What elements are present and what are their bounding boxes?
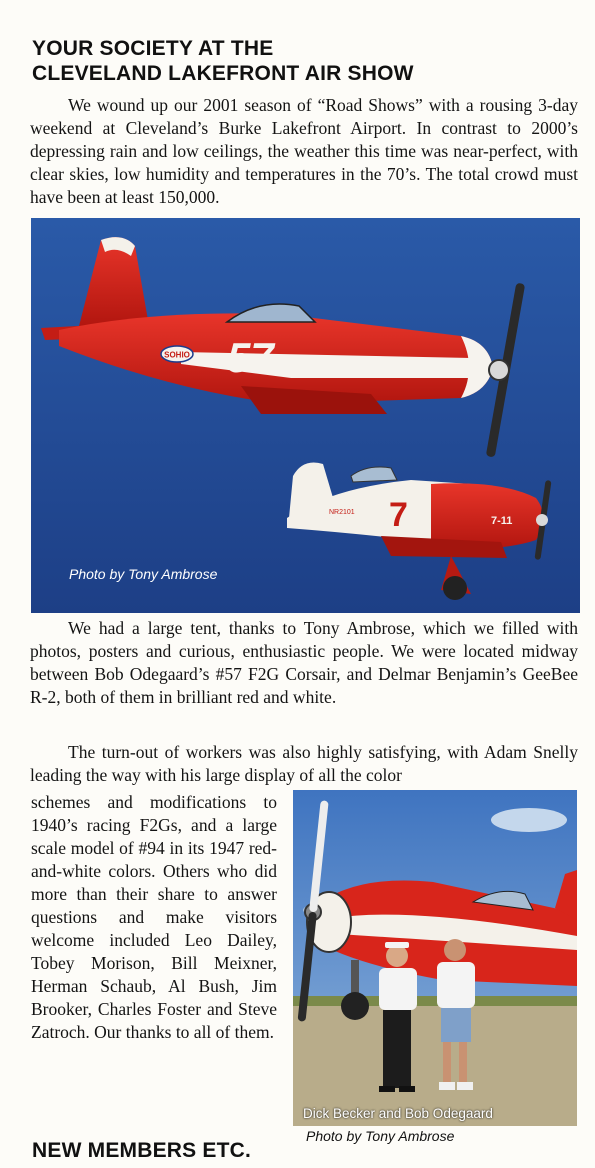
article-title: [32, 36, 572, 86]
geebee-number-7: 7: [389, 496, 408, 534]
corsair-ground-illustration: [293, 790, 577, 1126]
sohio-logo: SOHIO: [164, 350, 190, 360]
photo2-caption: Dick Becker and Bob Odegaard: [303, 1106, 493, 1121]
photo2-credit: Photo by Tony Ambrose: [306, 1128, 455, 1144]
air-racers-photo: [31, 218, 580, 613]
new-members-heading: NEW MEMBERS ETC.: [32, 1139, 252, 1162]
paragraph-workers-continued: schemes and modifications to 1940’s racing F2Gs, and a large scale model of #94 in its 1947 red-and-white colors. Others who did more than their share to answer questions and make visitors welcome included Leo Dailey, Tobey Morison, Bill Meixner, Herman Schaub, Al Bush, Jim Brooker, Charles Foster and Steve Zatroch. Our thanks to all of them.: [31, 792, 277, 1042]
corsair-ground-photo: [293, 790, 577, 1126]
air-racers-illustration: [31, 218, 580, 613]
title-line-1: YOUR SOCIETY AT THE: [32, 37, 274, 60]
paragraph-workers-intro: The turn-out of workers was also highly satisfying, with Adam Snelly leading the way with his large display of all the color: [30, 742, 578, 785]
paragraph-tent: We had a large tent, thanks to Tony Ambrose, which we filled with photos, posters and curious, enthusiastic people. We were located midway between Bob Odegaard’s #57 F2G Corsair, and Delmar Benjamin’s GeeBee R-2, both of them in brilliant red and white.: [30, 618, 578, 707]
geebee-reg: 7-11: [491, 515, 513, 527]
geebee-tail-number: NR2101: [329, 509, 355, 516]
photo1-credit: Photo by Tony Ambrose: [69, 566, 218, 582]
title-line-2: CLEVELAND LAKEFRONT AIR SHOW: [32, 62, 414, 85]
intro-paragraph: We wound up our 2001 season of “Road Shows” with a rousing 3-day weekend at Cleveland’s Burke Lakefront Airport. In contrast to 2000’s depressing rain and low ceilings, the weather this time was near-perfect, with clear skies, low humidity and temperatures in the 70’s. The total crowd must have been at least 150,000.: [30, 95, 578, 207]
race-number-57: 57: [227, 334, 274, 381]
